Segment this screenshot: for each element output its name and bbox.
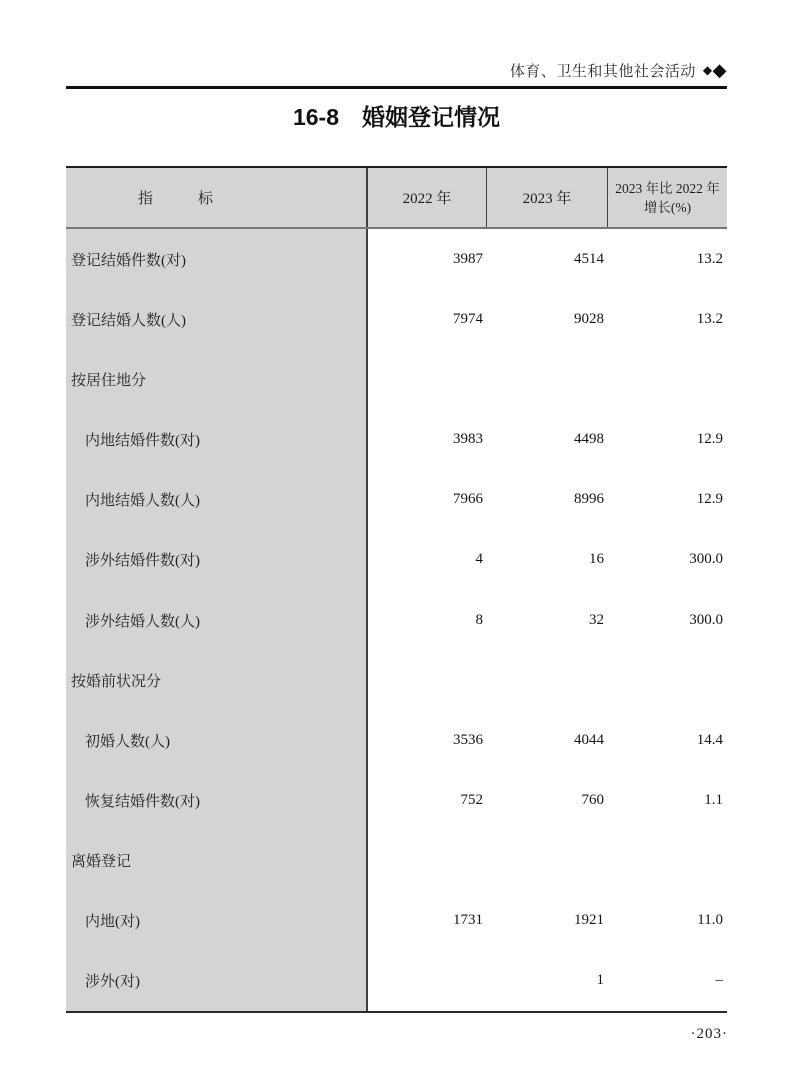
row-label: 登记结婚人数(人) [66, 289, 368, 349]
header-2023: 2023 年 [487, 168, 608, 227]
value-2022 [368, 831, 487, 891]
value-2022: 3983 [453, 431, 483, 448]
value-2022 [368, 650, 487, 710]
table-row [66, 289, 727, 349]
row-label: 涉外结婚人数(人) [66, 590, 368, 650]
table-row [66, 891, 727, 951]
value-2023: 32 [589, 611, 604, 628]
page-number: ·203· [690, 1026, 728, 1042]
marriage-registration-table [66, 166, 727, 1013]
row-label: 涉外(对) [66, 951, 368, 1011]
value-growth: – [715, 972, 723, 989]
value-2023 [487, 349, 608, 409]
value-2022: 8 [475, 611, 483, 628]
value-2023: 760 [581, 791, 604, 808]
header-rule [66, 86, 727, 89]
value-2022 [368, 951, 487, 1011]
row-label: 内地结婚人数(人) [66, 470, 368, 530]
row-label: 内地结婚件数(对) [66, 409, 368, 469]
value-growth: 300.0 [689, 611, 723, 628]
header-2022: 2022 年 [368, 168, 487, 227]
row-label: 登记结婚件数(对) [66, 229, 368, 289]
table-row-group [66, 650, 727, 710]
table-row [66, 710, 727, 770]
value-growth [608, 650, 727, 710]
row-label: 初婚人数(人) [66, 710, 368, 770]
value-2023: 16 [589, 551, 604, 568]
table-row [66, 590, 727, 650]
row-label: 涉外结婚件数(对) [66, 530, 368, 590]
value-2023: 4044 [574, 731, 604, 748]
table-row [66, 770, 727, 830]
table-row-group [66, 349, 727, 409]
value-growth: 12.9 [696, 491, 723, 508]
value-growth: 300.0 [689, 551, 723, 568]
value-growth [608, 349, 727, 409]
value-2022: 7966 [453, 491, 483, 508]
table-row [66, 229, 727, 289]
value-2023: 4514 [574, 250, 604, 267]
row-label: 恢复结婚件数(对) [66, 770, 368, 830]
row-label: 离婚登记 [66, 831, 368, 891]
value-growth: 14.4 [696, 731, 723, 748]
value-growth: 1.1 [704, 791, 723, 808]
value-growth: 12.9 [696, 431, 723, 448]
value-2023: 8996 [574, 491, 604, 508]
value-growth: 13.2 [696, 310, 723, 327]
value-2023: 1 [596, 972, 604, 989]
value-2023: 9028 [574, 310, 604, 327]
value-2022 [368, 349, 487, 409]
table-header-row [66, 168, 727, 229]
value-2023: 4498 [574, 431, 604, 448]
value-growth: 13.2 [696, 250, 723, 267]
value-growth: 11.0 [697, 912, 723, 929]
header-growth [608, 168, 727, 227]
row-label: 内地(对) [66, 891, 368, 951]
diamond-small-icon: ◆ [702, 63, 713, 77]
value-2022: 1731 [453, 912, 483, 929]
diamond-large-icon: ◆ [712, 60, 727, 80]
running-head-text: 体育、卫生和其他社会活动 [509, 62, 696, 80]
table-row-group [66, 831, 727, 891]
header-growth-line2: 增长(%) [643, 199, 692, 215]
row-label: 按居住地分 [66, 349, 368, 409]
header-growth-line1: 2023 年比 2022 年 [615, 180, 720, 196]
table-row [66, 530, 727, 590]
value-2022: 752 [460, 791, 483, 808]
table-row [66, 409, 727, 469]
value-growth [608, 831, 727, 891]
value-2023: 1921 [574, 912, 604, 929]
table-row [66, 470, 727, 530]
value-2022: 4 [475, 551, 483, 568]
header-indicator: 指 标 [66, 168, 368, 227]
section-marker [703, 61, 727, 79]
value-2023 [487, 650, 608, 710]
page-title: 16-8 婚姻登记情况 [292, 104, 501, 130]
value-2022: 7974 [453, 310, 483, 327]
value-2022: 3536 [453, 731, 483, 748]
value-2023 [487, 831, 608, 891]
value-2022: 3987 [453, 250, 483, 267]
running-head [510, 58, 727, 82]
table-row [66, 951, 727, 1011]
table-body [66, 229, 727, 1011]
row-label: 按婚前状况分 [66, 650, 368, 710]
